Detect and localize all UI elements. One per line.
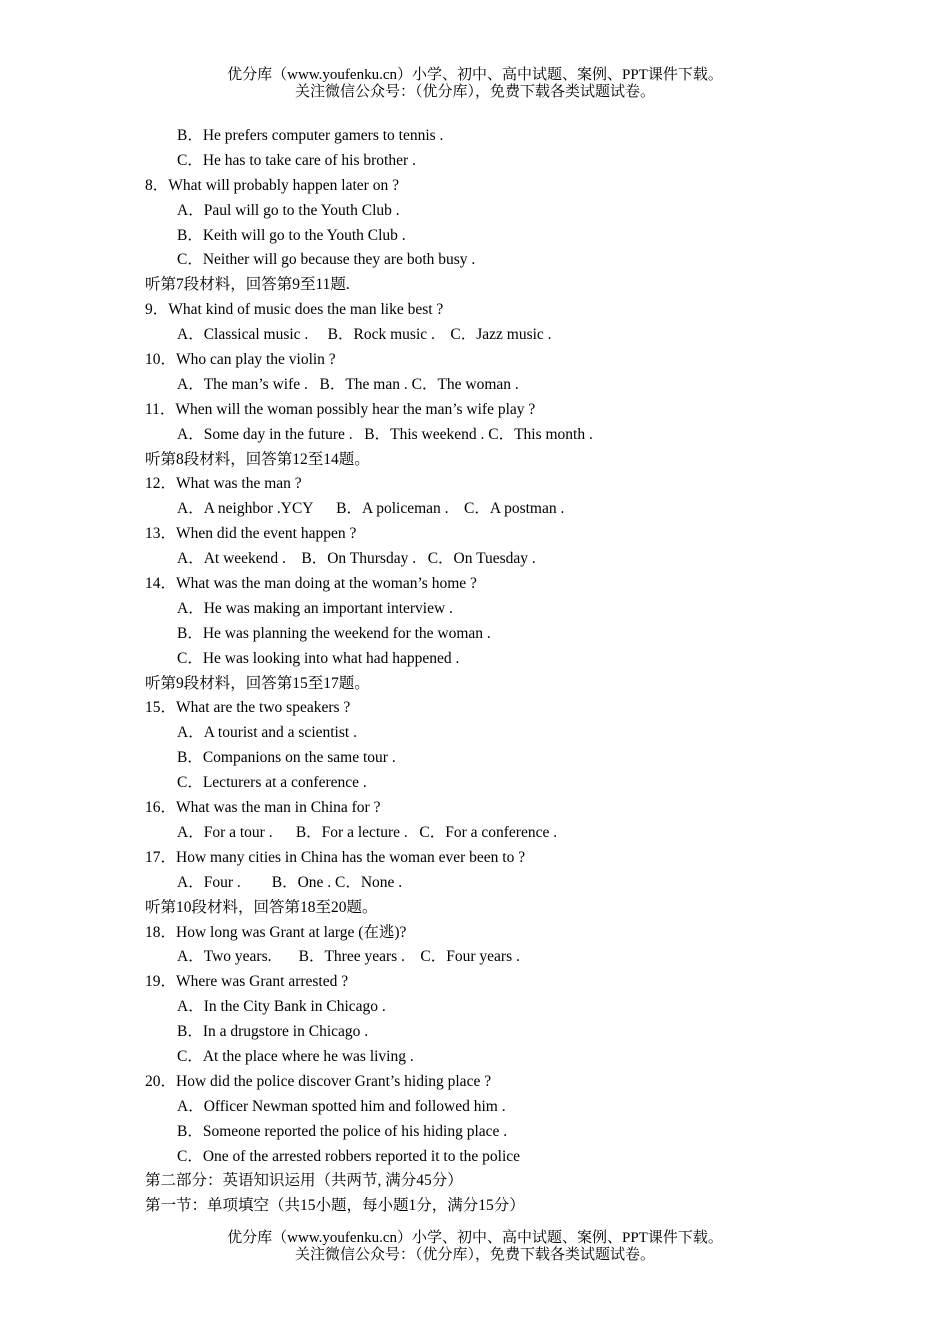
answer-option-line: A．In the City Bank in Chicago . — [177, 998, 386, 1016]
header-line-1: 优分库（www.youfenku.cn）小学、初中、高中试题、案例、PPT课件下载。 — [227, 67, 723, 83]
answer-option-line: A．Two years. B．Three years . C．Four years . — [177, 948, 520, 966]
question-line: 13．When did the event happen ? — [145, 525, 357, 543]
question-line: 第二部分：英语知识运用（共两节, 满分45分） — [145, 1172, 463, 1190]
answer-option-line: B．Companions on the same tour . — [177, 749, 396, 767]
question-line: 听第9段材料，回答第15至17题。 — [145, 674, 370, 692]
answer-option-line: B．He was planning the weekend for the woman . — [177, 624, 491, 642]
answer-option-line: B．In a drugstore in Chicago . — [177, 1023, 369, 1041]
question-line: 14．What was the man doing at the woman’s home ? — [145, 575, 477, 593]
page-footer — [0, 1230, 950, 1264]
answer-option-line: C．One of the arrested robbers reported it to the police — [177, 1147, 521, 1165]
question-line: 第一节：单项填空（共15小题，每小题1分，满分15分） — [145, 1197, 525, 1215]
question-line: 听第8段材料，回答第12至14题。 — [145, 450, 370, 468]
answer-option-line: A．Paul will go to the Youth Club . — [177, 201, 400, 219]
answer-option-line: A．At weekend . B．On Thursday . C．On Tuesday . — [177, 550, 536, 568]
question-line: 19．Where was Grant arrested ? — [145, 973, 349, 991]
answer-option-line: C．He has to take care of his brother . — [177, 151, 416, 169]
answer-option-line: A．For a tour . B．For a lecture . C．For a conference . — [177, 823, 558, 841]
footer-line-2: 关注微信公众号：（优分库），免费下载各类试题试卷。 — [294, 1247, 655, 1263]
answer-option-line: C．Neither will go because they are both busy . — [177, 251, 476, 269]
page-header — [0, 67, 950, 101]
question-line: 18．How long was Grant at large (在逃)? — [145, 923, 407, 941]
answer-option-line: A．He was making an important interview . — [177, 599, 453, 617]
exam-content — [145, 124, 865, 1219]
answer-option-line: A．Officer Newman spotted him and followed him . — [177, 1097, 506, 1115]
question-line: 15．What are the two speakers ? — [145, 699, 351, 717]
answer-option-line: B．He prefers computer gamers to tennis . — [177, 127, 444, 144]
answer-option-line: A．Classical music . B．Rock music . C．Jazz music . — [177, 326, 552, 344]
question-line: 9．What kind of music does the man like best ? — [145, 301, 444, 319]
footer-line-1: 优分库（www.youfenku.cn）小学、初中、高中试题、案例、PPT课件下载。 — [227, 1230, 723, 1246]
question-line: 12．What was the man ? — [145, 475, 302, 493]
answer-option-line: A．A tourist and a scientist . — [177, 724, 357, 742]
answer-option-line: A．A neighbor .YCY B．A policeman . C．A postman . — [177, 500, 565, 518]
answer-option-line: C．Lecturers at a conference . — [177, 774, 367, 792]
answer-option-line: A．Some day in the future . B．This weekend . C．This month . — [177, 425, 593, 443]
question-line: 10．Who can play the violin ? — [145, 351, 336, 369]
question-line: 17．How many cities in China has the woman ever been to ? — [145, 848, 526, 866]
answer-option-line: C．He was looking into what had happened . — [177, 649, 460, 667]
answer-option-line: B．Keith will go to the Youth Club . — [177, 226, 406, 244]
header-line-2: 关注微信公众号：（优分库），免费下载各类试题试卷。 — [294, 84, 655, 100]
answer-option-line: B．Someone reported the police of his hiding place . — [177, 1122, 508, 1140]
question-line: 听第10段材料，回答第18至20题。 — [145, 898, 378, 916]
question-line: 16．What was the man in China for ? — [145, 799, 381, 817]
question-line: 11．When will the woman possibly hear the man’s wife play ? — [145, 400, 536, 418]
question-line: 8．What will probably happen later on ? — [145, 176, 399, 194]
answer-option-line: C．At the place where he was living . — [177, 1047, 414, 1065]
question-line: 听第7段材料，回答第9至11题. — [145, 276, 350, 294]
answer-option-line: A．The man’s wife . B．The man . C．The woman . — [177, 375, 519, 393]
answer-option-line: A．Four . B．One . C．None . — [177, 873, 403, 891]
question-line: 20．How did the police discover Grant’s hiding place ? — [145, 1072, 492, 1090]
